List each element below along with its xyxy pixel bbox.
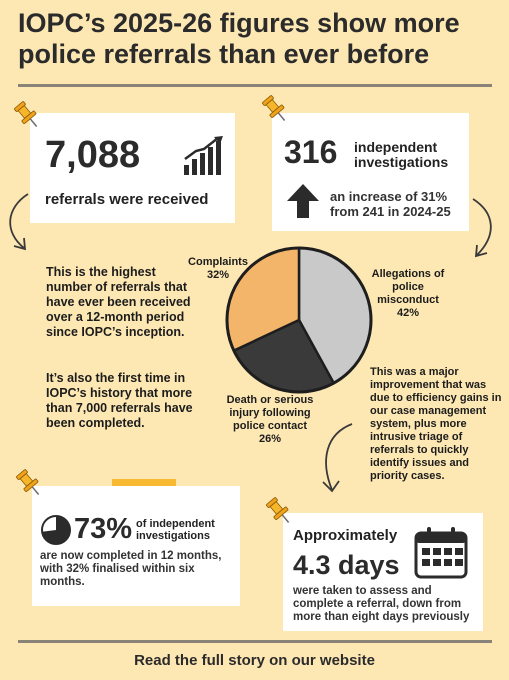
completed-card: [32, 486, 240, 606]
slice-label-death-injury: [220, 394, 320, 446]
note-highest: This is the highest number of referrals that have ever been received over a 12-month period since IOPC’s inception.: [46, 265, 191, 339]
pushpin-icon: [10, 98, 44, 132]
investigations-label: independent investigations: [354, 139, 449, 170]
slice-name: Allegations of police misconduct: [371, 268, 445, 306]
completed-number: 73%: [74, 513, 133, 545]
days-number: 4.3 days: [293, 550, 400, 580]
footer-divider: [18, 640, 492, 643]
days-card: [283, 513, 483, 631]
pushpin-icon: [262, 494, 296, 528]
title-divider: [18, 84, 492, 87]
pushpin-icon: [12, 466, 46, 500]
bar-chart-rising-icon: [182, 135, 226, 177]
page-title: IOPC’s 2025-26 figures show more police referrals than ever before: [18, 8, 460, 69]
investigations-increase: an increase of 31% from 241 in 2024-25: [330, 189, 451, 219]
slice-percent: 42%: [396, 307, 420, 319]
pie-progress-icon: [40, 514, 72, 546]
slice-percent: 32%: [206, 269, 230, 281]
slice-label-misconduct: [360, 268, 456, 320]
up-arrow-icon: [286, 183, 320, 219]
pushpin-icon: [258, 92, 292, 126]
curved-arrow-icon: [455, 195, 505, 265]
days-lead: Approximately: [293, 527, 398, 544]
note-improvement: This was a major improvement that was due to efficiency gains in our case management system, plus more intrusive triage of referrals to quickly identify issues and priority cases.: [370, 366, 502, 482]
days-detail: were taken to assess and complete a referral, down from more than eight days previously: [293, 585, 470, 623]
completed-label: of independent investigations: [136, 518, 215, 542]
referrals-card: [30, 113, 235, 223]
calendar-icon: [413, 525, 469, 581]
completed-detail: are now completed in 12 months, with 32% finalised within six months.: [40, 550, 222, 588]
footer-link[interactable]: Read the full story on our website: [134, 652, 375, 669]
slice-name: Complaints: [188, 256, 248, 268]
referrals-number: 7,088: [45, 134, 141, 176]
referrals-caption: referrals were received: [45, 191, 209, 208]
investigations-number: 316: [284, 134, 338, 170]
slice-percent: 26%: [258, 433, 282, 445]
slice-label-complaints: [176, 256, 260, 282]
note-first-time: It’s also the first time in IOPC’s history that more than 7,000 referrals have been completed.: [46, 371, 193, 430]
slice-name: Death or serious injury following police contact: [226, 394, 314, 432]
investigations-card: [272, 113, 469, 231]
curved-arrow-icon: [0, 190, 50, 260]
